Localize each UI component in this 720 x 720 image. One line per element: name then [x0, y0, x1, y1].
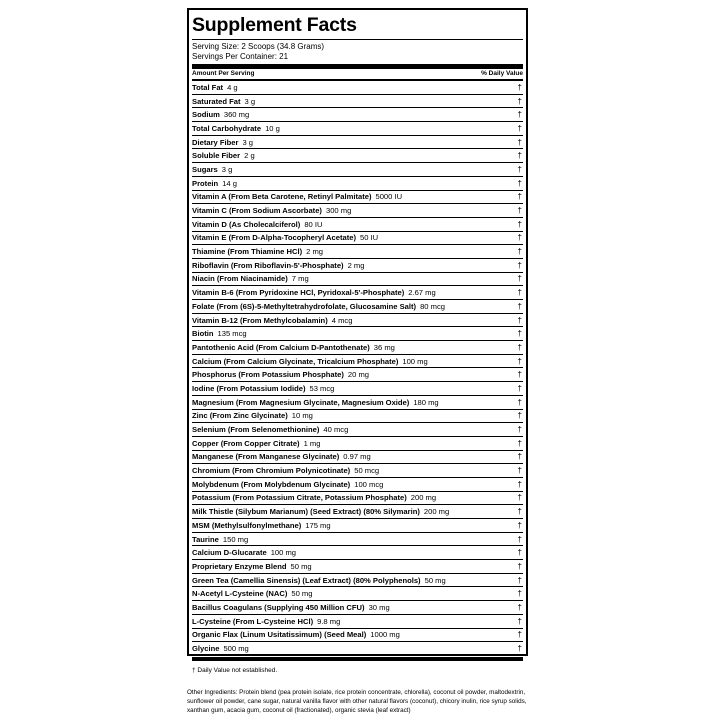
nutrient-row [192, 355, 523, 369]
nutrient-amount: 200 mg [410, 493, 437, 503]
nutrient-name: Magnesium (From Magnesium Glycinate, Magnesium Oxide) [192, 397, 410, 407]
nutrient-row [192, 451, 523, 465]
nutrient-row [192, 615, 523, 629]
nutrient-row [192, 177, 523, 191]
nutrient-label [192, 425, 348, 434]
nutrient-amount: 80 mcg [420, 301, 445, 311]
nutrient-amount: 100 mg [402, 356, 428, 366]
daily-value-mark: † [517, 274, 522, 284]
nutrient-name: Vitamin B-6 (From Pyridoxine HCl, Pyridoxal-5'-Phosphate) [192, 288, 405, 298]
nutrient-row [192, 478, 523, 492]
nutrient-amount: 2 mg [306, 247, 324, 257]
nutrient-name: Saturated Fat [192, 96, 241, 106]
daily-value-mark: † [517, 644, 522, 654]
nutrient-amount: 40 mcg [323, 425, 349, 435]
nutrient-amount: 53 mcg [309, 383, 335, 393]
daily-value-mark: † [517, 96, 522, 106]
nutrient-name: Copper (From Copper Citrate) [192, 438, 300, 448]
nutrient-name: Thiamine (From Thiamine HCl) [192, 247, 303, 257]
nutrient-row [192, 273, 523, 287]
nutrient-label [192, 179, 237, 188]
nutrient-amount: 5000 IU [375, 192, 403, 202]
daily-value-mark: † [517, 178, 522, 188]
nutrient-name: Vitamin E (From D-Alpha-Tocopheryl Acetate) [192, 233, 356, 243]
nutrient-row [192, 423, 523, 437]
nutrient-amount: 2 mg [347, 260, 365, 270]
nutrient-amount: 10 g [265, 123, 280, 133]
daily-value-mark: † [517, 452, 522, 462]
daily-value-mark: † [517, 438, 522, 448]
nutrient-name: Vitamin D (As Cholecalciferol) [192, 219, 301, 229]
nutrient-label [192, 535, 248, 544]
nutrient-amount: 50 mcg [354, 466, 380, 476]
nutrient-label [192, 439, 320, 448]
daily-value-mark: † [517, 233, 522, 243]
nutrient-row [192, 396, 523, 410]
daily-value-mark: † [517, 589, 522, 599]
nutrient-amount: 500 mg [223, 644, 249, 654]
title-divider [192, 39, 523, 40]
daily-value-mark: † [517, 534, 522, 544]
daily-value-mark: † [517, 82, 522, 92]
nutrient-name: Manganese (From Manganese Glycinate) [192, 452, 340, 462]
nutrient-name: Molybdenum (From Molybdenum Glycinate) [192, 479, 351, 489]
nutrient-amount: 20 mg [347, 370, 369, 380]
nutrient-label [192, 644, 249, 653]
nutrient-label [192, 233, 378, 242]
nutrient-label [192, 124, 280, 133]
nutrient-name: Dietary Fiber [192, 137, 239, 147]
nutrient-row [192, 505, 523, 519]
amount-per-serving-header: Amount Per Serving [192, 70, 255, 77]
daily-value-mark: † [517, 575, 522, 585]
nutrient-name: MSM (Methylsulfonylmethane) [192, 520, 302, 530]
nutrient-label [192, 507, 449, 516]
footnote: † Daily Value not established. [192, 666, 278, 674]
nutrient-name: Phosphorus (From Potassium Phosphate) [192, 370, 344, 380]
other-ingredients: Other Ingredients: Protein blend (pea protein isolate, rice protein concentrate, chlorella), coconut oil powder, maltodextrin, sunflower oil powder, cane sugar, natural vanilla flavor with other natural flavors (coconut), chicory inulin, rice syrup solids, xanthan gum, acacia gum, coconut oil (fractionated), organic stevia (leaf extract) [187, 689, 527, 714]
nutrient-label [192, 316, 352, 325]
nutrient-name: Chromium (From Chromium Polynicotinate) [192, 466, 351, 476]
nutrient-label [192, 576, 446, 585]
panel-title: Supplement Facts [192, 14, 357, 36]
nutrient-row [192, 108, 523, 122]
nutrient-amount: 14 g [222, 178, 237, 188]
nutrient-row [192, 642, 523, 656]
daily-value-mark: † [517, 315, 522, 325]
nutrient-amount: 9.8 mg [317, 616, 341, 626]
nutrient-label [192, 589, 312, 598]
daily-value-mark: † [517, 123, 522, 133]
nutrient-label [192, 261, 364, 270]
daily-value-mark: † [517, 329, 522, 339]
nutrient-row [192, 136, 523, 150]
nutrient-row [192, 519, 523, 533]
nutrient-name: Folate (From (6S)-5-Methyltetrahydrofolate, Glucosamine Salt) [192, 301, 417, 311]
daily-value-mark: † [517, 548, 522, 558]
nutrient-row [192, 149, 523, 163]
nutrient-row [192, 204, 523, 218]
nutrient-row [192, 218, 523, 232]
daily-value-mark: † [517, 301, 522, 311]
daily-value-mark: † [517, 260, 522, 270]
nutrient-row [192, 410, 523, 424]
nutrient-label [192, 411, 313, 420]
daily-value-mark: † [517, 520, 522, 530]
nutrient-row [192, 122, 523, 136]
nutrient-label [192, 398, 439, 407]
nutrient-amount: 36 mg [373, 342, 395, 352]
nutrient-label [192, 302, 445, 311]
nutrient-amount: 360 mg [223, 110, 250, 120]
nutrient-label [192, 97, 255, 106]
nutrient-name: Green Tea (Camellia Sinensis) (Leaf Extract) (80% Polyphenols) [192, 575, 421, 585]
daily-value-mark: † [517, 616, 522, 626]
nutrient-name: Calcium D-Glucarate [192, 548, 267, 558]
daily-value-mark: † [517, 466, 522, 476]
nutrient-label [192, 288, 436, 297]
nutrient-label [192, 603, 390, 612]
nutrient-label [192, 151, 255, 160]
nutrient-name: Potassium (From Potassium Citrate, Potassium Phosphate) [192, 493, 407, 503]
nutrient-amount: 175 mg [305, 520, 331, 530]
nutrient-amount: 2 g [244, 151, 255, 161]
nutrient-amount: 3 g [242, 137, 253, 147]
daily-value-mark: † [517, 425, 522, 435]
nutrient-name: Proprietary Enzyme Blend [192, 561, 287, 571]
column-header [192, 69, 523, 79]
nutrient-name: Vitamin B-12 (From Methylcobalamin) [192, 315, 328, 325]
nutrient-row [192, 259, 523, 273]
serving-size: Serving Size: 2 Scoops (34.8 Grams) [192, 42, 325, 51]
nutrient-label [192, 521, 331, 530]
nutrient-label [192, 274, 309, 283]
nutrient-name: Glycine [192, 644, 220, 654]
daily-value-mark: † [517, 479, 522, 489]
daily-value-mark: † [517, 219, 522, 229]
nutrient-label [192, 452, 371, 461]
nutrient-name: Calcium (From Calcium Glycinate, Tricalcium Phosphate) [192, 356, 399, 366]
daily-value-mark: † [517, 630, 522, 640]
nutrient-row [192, 163, 523, 177]
nutrient-row [192, 368, 523, 382]
nutrient-amount: 50 mg [290, 561, 312, 571]
nutrient-label [192, 110, 249, 119]
nutrient-amount: 1 mg [303, 438, 321, 448]
nutrient-label [192, 493, 436, 502]
nutrient-amount: 100 mg [270, 548, 297, 558]
daily-value-mark: † [517, 356, 522, 366]
nutrient-amount: 4 g [227, 82, 238, 92]
servings-per-container: Servings Per Container: 21 [192, 52, 289, 61]
nutrient-name: Selenium (From Selenomethionine) [192, 425, 320, 435]
nutrient-amount: 80 IU [304, 219, 323, 229]
nutrient-amount: 7 mg [291, 274, 309, 284]
nutrient-name: Riboflavin (From Riboflavin-5'-Phosphate) [192, 260, 344, 270]
daily-value-mark: † [517, 383, 522, 393]
nutrient-amount: 30 mg [368, 602, 390, 612]
nutrient-amount: 100 mcg [354, 479, 384, 489]
nutrient-amount: 150 mg [222, 534, 249, 544]
nutrient-row [192, 560, 523, 574]
nutrient-name: Niacin (From Niacinamide) [192, 274, 288, 284]
nutrient-row [192, 300, 523, 314]
nutrient-row [192, 629, 523, 643]
daily-value-mark: † [517, 342, 522, 352]
bottom-heavy-divider [192, 657, 523, 661]
nutrient-amount: 135 mcg [217, 329, 247, 339]
nutrient-label [192, 480, 383, 489]
nutrient-row [192, 601, 523, 615]
nutrient-row [192, 232, 523, 246]
nutrient-amount: 1000 mg [370, 630, 400, 640]
nutrient-row [192, 574, 523, 588]
supplement-facts-panel [187, 8, 528, 674]
daily-value-header: % Daily Value [481, 70, 523, 77]
nutrient-amount: 50 IU [360, 233, 379, 243]
nutrient-label [192, 384, 334, 393]
nutrient-label [192, 370, 369, 379]
nutrient-row [192, 533, 523, 547]
nutrient-name: Milk Thistle (Silybum Marianum) (Seed Extract) (80% Silymarin) [192, 507, 420, 517]
nutrient-label [192, 247, 323, 256]
daily-value-mark: † [517, 192, 522, 202]
nutrient-name: Biotin [192, 329, 214, 339]
nutrient-row [192, 382, 523, 396]
nutrient-name: Organic Flax (Linum Usitatissimum) (Seed Meal) [192, 630, 367, 640]
daily-value-mark: † [517, 247, 522, 257]
nutrient-label [192, 138, 253, 147]
nutrient-label [192, 220, 322, 229]
nutrient-amount: 50 mg [291, 589, 313, 599]
nutrient-amount: 4 mcg [331, 315, 353, 325]
nutrient-name: Taurine [192, 534, 219, 544]
nutrient-row [192, 286, 523, 300]
nutrient-amount: 0.97 mg [343, 452, 371, 462]
daily-value-mark: † [517, 602, 522, 612]
daily-value-mark: † [517, 507, 522, 517]
nutrient-amount: 2.67 mg [408, 288, 436, 298]
nutrient-name: Soluble Fiber [192, 151, 241, 161]
nutrient-amount: 180 mg [413, 397, 439, 407]
nutrient-name: Vitamin A (From Beta Carotene, Retinyl Palmitate) [192, 192, 372, 202]
nutrient-name: Total Fat [192, 82, 224, 92]
daily-value-mark: † [517, 561, 522, 571]
nutrient-amount: 50 mg [424, 575, 446, 585]
nutrient-amount: 3 g [221, 164, 233, 174]
daily-value-mark: † [517, 137, 522, 147]
nutrient-amount: 10 mg [291, 411, 313, 421]
daily-value-mark: † [517, 151, 522, 161]
nutrient-name: N-Acetyl L-Cysteine (NAC) [192, 589, 288, 599]
nutrient-label [192, 329, 247, 338]
nutrient-label [192, 206, 351, 215]
nutrient-label [192, 630, 400, 639]
nutrient-amount: 200 mg [423, 507, 450, 517]
nutrient-label [192, 548, 296, 557]
daily-value-mark: † [517, 493, 522, 503]
nutrient-label [192, 343, 395, 352]
daily-value-mark: † [517, 397, 522, 407]
nutrient-row [192, 327, 523, 341]
nutrient-label [192, 83, 238, 92]
nutrient-name: Protein [192, 178, 219, 188]
nutrient-row [192, 245, 523, 259]
nutrient-row [192, 587, 523, 601]
nutrient-label [192, 466, 379, 475]
nutrient-label [192, 562, 312, 571]
daily-value-mark: † [517, 206, 522, 216]
nutrient-name: L-Cysteine (From L-Cysteine HCl) [192, 616, 314, 626]
nutrient-row [192, 546, 523, 560]
nutrient-amount: 3 g [244, 96, 256, 106]
nutrient-row [192, 191, 523, 205]
nutrient-name: Total Carbohydrate [192, 123, 262, 133]
nutrient-row [192, 464, 523, 478]
serving-info [192, 42, 523, 62]
nutrient-amount: 300 mg [325, 206, 352, 216]
nutrient-label [192, 192, 402, 201]
nutrient-list [192, 81, 523, 656]
nutrient-label [192, 357, 428, 366]
nutrient-name: Sodium [192, 110, 220, 120]
nutrient-row [192, 341, 523, 355]
nutrient-name: Zinc (From Zinc Glycinate) [192, 411, 288, 421]
nutrient-name: Pantothenic Acid (From Calcium D-Pantothenate) [192, 342, 370, 352]
nutrient-row [192, 314, 523, 328]
nutrient-row [192, 95, 523, 109]
nutrient-row [192, 437, 523, 451]
daily-value-mark: † [517, 411, 522, 421]
nutrient-row [192, 81, 523, 95]
nutrient-row [192, 492, 523, 506]
daily-value-mark: † [517, 164, 522, 174]
nutrient-name: Sugars [192, 164, 218, 174]
daily-value-mark: † [517, 110, 522, 120]
nutrient-name: Vitamin C (From Sodium Ascorbate) [192, 206, 322, 216]
nutrient-name: Iodine (From Potassium Iodide) [192, 383, 306, 393]
nutrient-label [192, 617, 340, 626]
daily-value-mark: † [517, 288, 522, 298]
nutrient-name: Bacillus Coagulans (Supplying 450 Million CFU) [192, 602, 365, 612]
daily-value-mark: † [517, 370, 522, 380]
nutrient-label [192, 165, 232, 174]
